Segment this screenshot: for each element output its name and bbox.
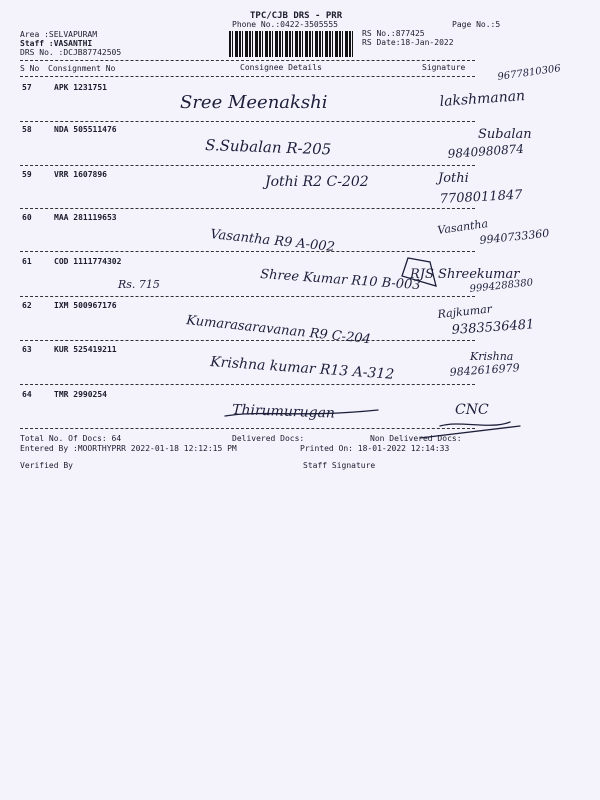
column-header-consignment: Consignment No <box>48 64 116 73</box>
signature-handwriting: Krishna <box>470 350 514 363</box>
total-docs: Total No. Of Docs: 64 <box>20 434 122 443</box>
row-divider <box>20 340 475 341</box>
staff-signature: Staff Signature <box>303 461 376 470</box>
row-divider <box>20 165 475 166</box>
column-header-sno: S No <box>20 64 40 73</box>
phone-handwriting: 9840980874 <box>447 141 525 161</box>
drs-number: DRS No. :DCJB87742505 <box>20 48 122 57</box>
row-divider <box>20 251 475 252</box>
signature-handwriting: Jothi <box>438 171 469 186</box>
row-divider <box>20 428 475 429</box>
row-consignment: TMR 2990254 <box>54 390 107 399</box>
row-sno: 58 <box>22 125 32 134</box>
rs-date: RS Date:18-Jan-2022 <box>362 38 454 47</box>
scribble <box>440 422 510 426</box>
entered-by: Entered By :MOORTHYPRR 2022-01-18 12:12:15 PM <box>20 444 237 453</box>
phone-handwriting: 9383536481 <box>451 317 535 338</box>
phone-handwriting: 9842616979 <box>449 361 521 379</box>
signature-handwriting: Rajkumar <box>436 302 493 321</box>
staff-label: Staff :VASANTHI <box>20 39 93 48</box>
phone-handwriting: 9677810306 <box>496 63 562 83</box>
phone-handwriting: 9940733360 <box>478 226 550 247</box>
scribble <box>225 410 378 416</box>
consignee-handwriting: S.Subalan R-205 <box>204 136 332 159</box>
signature-handwriting: CNC <box>455 402 489 418</box>
page-number: Page No.:5 <box>452 20 501 29</box>
consignee-handwriting: Krishna kumar R13 A-312 <box>209 354 395 383</box>
row-sno: 61 <box>22 257 32 266</box>
row-sno: 60 <box>22 213 32 222</box>
row-sno: 62 <box>22 301 32 310</box>
row-consignment: MAA 281119653 <box>54 213 117 222</box>
row-sno: 57 <box>22 83 32 92</box>
row-divider <box>20 208 475 209</box>
consignee-handwriting: Vasantha R9 A-002 <box>209 227 336 256</box>
row-sno: 63 <box>22 345 32 354</box>
phone-handwriting: 7708011847 <box>439 187 523 207</box>
row-consignment: VRR 1607896 <box>54 170 107 179</box>
non-delivered-docs: Non Delivered Docs: <box>370 434 462 443</box>
scribble <box>402 258 436 286</box>
signature-handwriting: lakshmanan <box>439 88 526 110</box>
row-divider <box>20 121 475 122</box>
consignee-handwriting: Kumarasaravanan R9 C-204 <box>185 313 372 348</box>
barcode <box>229 31 355 57</box>
column-header-rule <box>20 76 475 77</box>
row-consignment: KUR 525419211 <box>54 345 117 354</box>
document-title: TPC/CJB DRS - PRR <box>250 11 343 21</box>
rs-number: RS No.:877425 <box>362 29 425 38</box>
signature-handwriting: RJS Shreekumar <box>410 267 520 282</box>
row-consignment: IXM 500967176 <box>54 301 117 310</box>
note-handwriting: Rs. 715 <box>118 278 160 291</box>
phone-number: Phone No.:0422-3505555 <box>232 20 338 29</box>
row-sno: 64 <box>22 390 32 399</box>
consignee-handwriting: Jothi R2 C-202 <box>265 174 369 190</box>
row-consignment: COD 1111774302 <box>54 257 122 266</box>
header-rule <box>20 60 475 61</box>
signature-handwriting: Vasantha <box>436 217 489 237</box>
printed-on: Printed On: 18-01-2022 12:14:33 <box>300 444 450 453</box>
column-header-consignee: Consignee Details <box>240 63 322 72</box>
area-label: Area :SELVAPURAM <box>20 30 98 39</box>
verified-by: Verified By <box>20 461 73 470</box>
row-divider <box>20 384 475 385</box>
column-header-signature: Signature <box>422 63 466 72</box>
row-sno: 59 <box>22 170 32 179</box>
row-consignment: APK 1231751 <box>54 83 107 92</box>
consignee-handwriting: Thirumurugan <box>231 402 336 422</box>
consignee-handwriting: Sree Meenakshi <box>180 92 328 113</box>
row-divider <box>20 296 475 297</box>
phone-handwriting: 9994288380 <box>469 277 534 295</box>
signature-handwriting: Subalan <box>478 127 532 142</box>
delivered-docs: Delivered Docs: <box>232 434 305 443</box>
consignee-handwriting: Shree Kumar R10 B-003 <box>259 267 422 294</box>
row-consignment: NDA 505511476 <box>54 125 117 134</box>
